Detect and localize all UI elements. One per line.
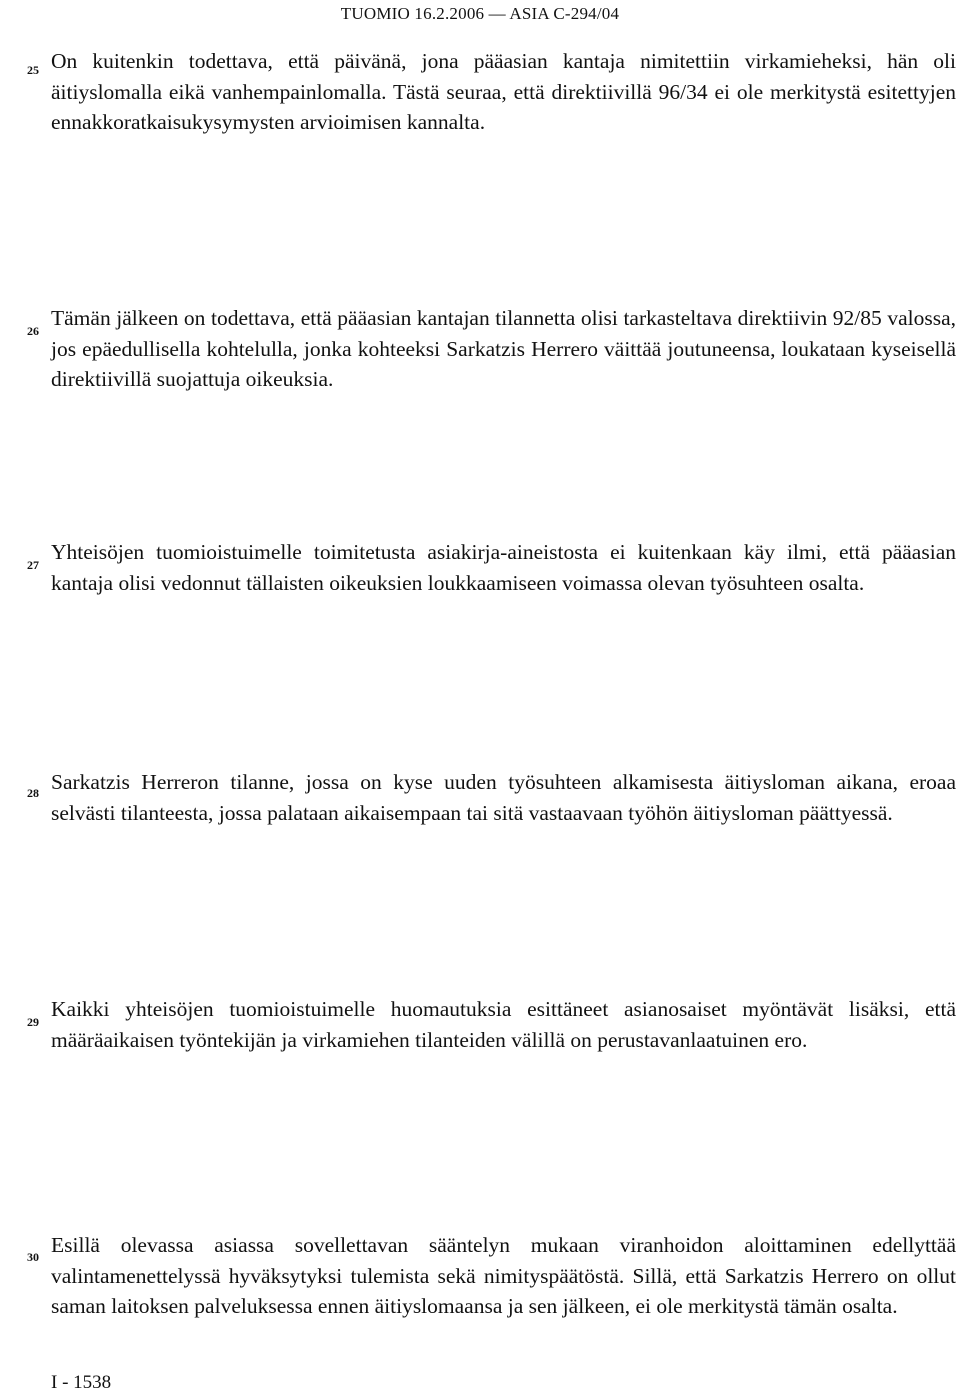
paragraph-text: Tämän jälkeen on todettava, että pääasian kantajan tilannetta olisi tarkasteltava direktiivin 92/85 valossa, jos epäedullisella kohtelulla, jonka kohteeksi Sarkatzis Herrero väittää joutuneensa, loukataan kyseisellä direktiivillä suojattuja oikeuksia.: [51, 306, 956, 391]
paragraph-number: 30: [27, 1250, 39, 1264]
page-header: TUOMIO 16.2.2006 — ASIA C-294/04: [340, 4, 620, 23]
page-number: I - 1538: [51, 1372, 112, 1393]
paragraph-text: Yhteisöjen tuomioistuimelle toimitetusta asiakirja-aineistosta ei kuitenkaan käy ilmi, että pääasian kantaja olisi vedonnut tällaisten oikeuksien loukkaamiseen voimassa olevan työsuhteen osalta.: [51, 540, 956, 595]
paragraph-number: 25: [27, 63, 39, 77]
paragraph-text: On kuitenkin todettava, että päivänä, jona pääasian kantaja nimitettiin virkamieheksi, hän oli äitiyslomalla eikä vanhempainlomalla. Tästä seuraa, että direktiivillä 96/34 ei ole merkitystä esitettyjen ennakkoratkaisukysymysten arvioimisen kannalta.: [51, 49, 956, 134]
paragraph-text: Kaikki yhteisöjen tuomioistuimelle huomautuksia esittäneet asianosaiset myöntävät lisäksi, että määräaikaisen työntekijän ja virkamiehen tilanteiden välillä on perustavanlaatuinen ero.: [51, 997, 956, 1052]
paragraph-text: Sarkatzis Herreron tilanne, jossa on kyse uuden työsuhteen alkamisesta äitiysloman aikana, eroaa selvästi tilanteesta, jossa palataan aikaisempaan tai sitä vastaavaan työhön äitiysloman päättyessä.: [51, 770, 956, 825]
paragraph-number: 27: [27, 558, 39, 572]
paragraph-number: 29: [27, 1015, 39, 1029]
paragraph-number: 26: [27, 324, 39, 338]
paragraph-text: Esillä olevassa asiassa sovellettavan sääntelyn mukaan viranhoidon aloittaminen edellyttää valintamenettelyssä hyväksytyksi tulemista sekä nimityspäätöstä. Sillä, että Sarkatzis Herrero on ollut saman laitoksen palveluksessa ennen äitiyslomaansa ja sen jälkeen, ei ole merkitystä tämän osalta.: [51, 1233, 956, 1318]
paragraph-number: 28: [27, 786, 39, 800]
